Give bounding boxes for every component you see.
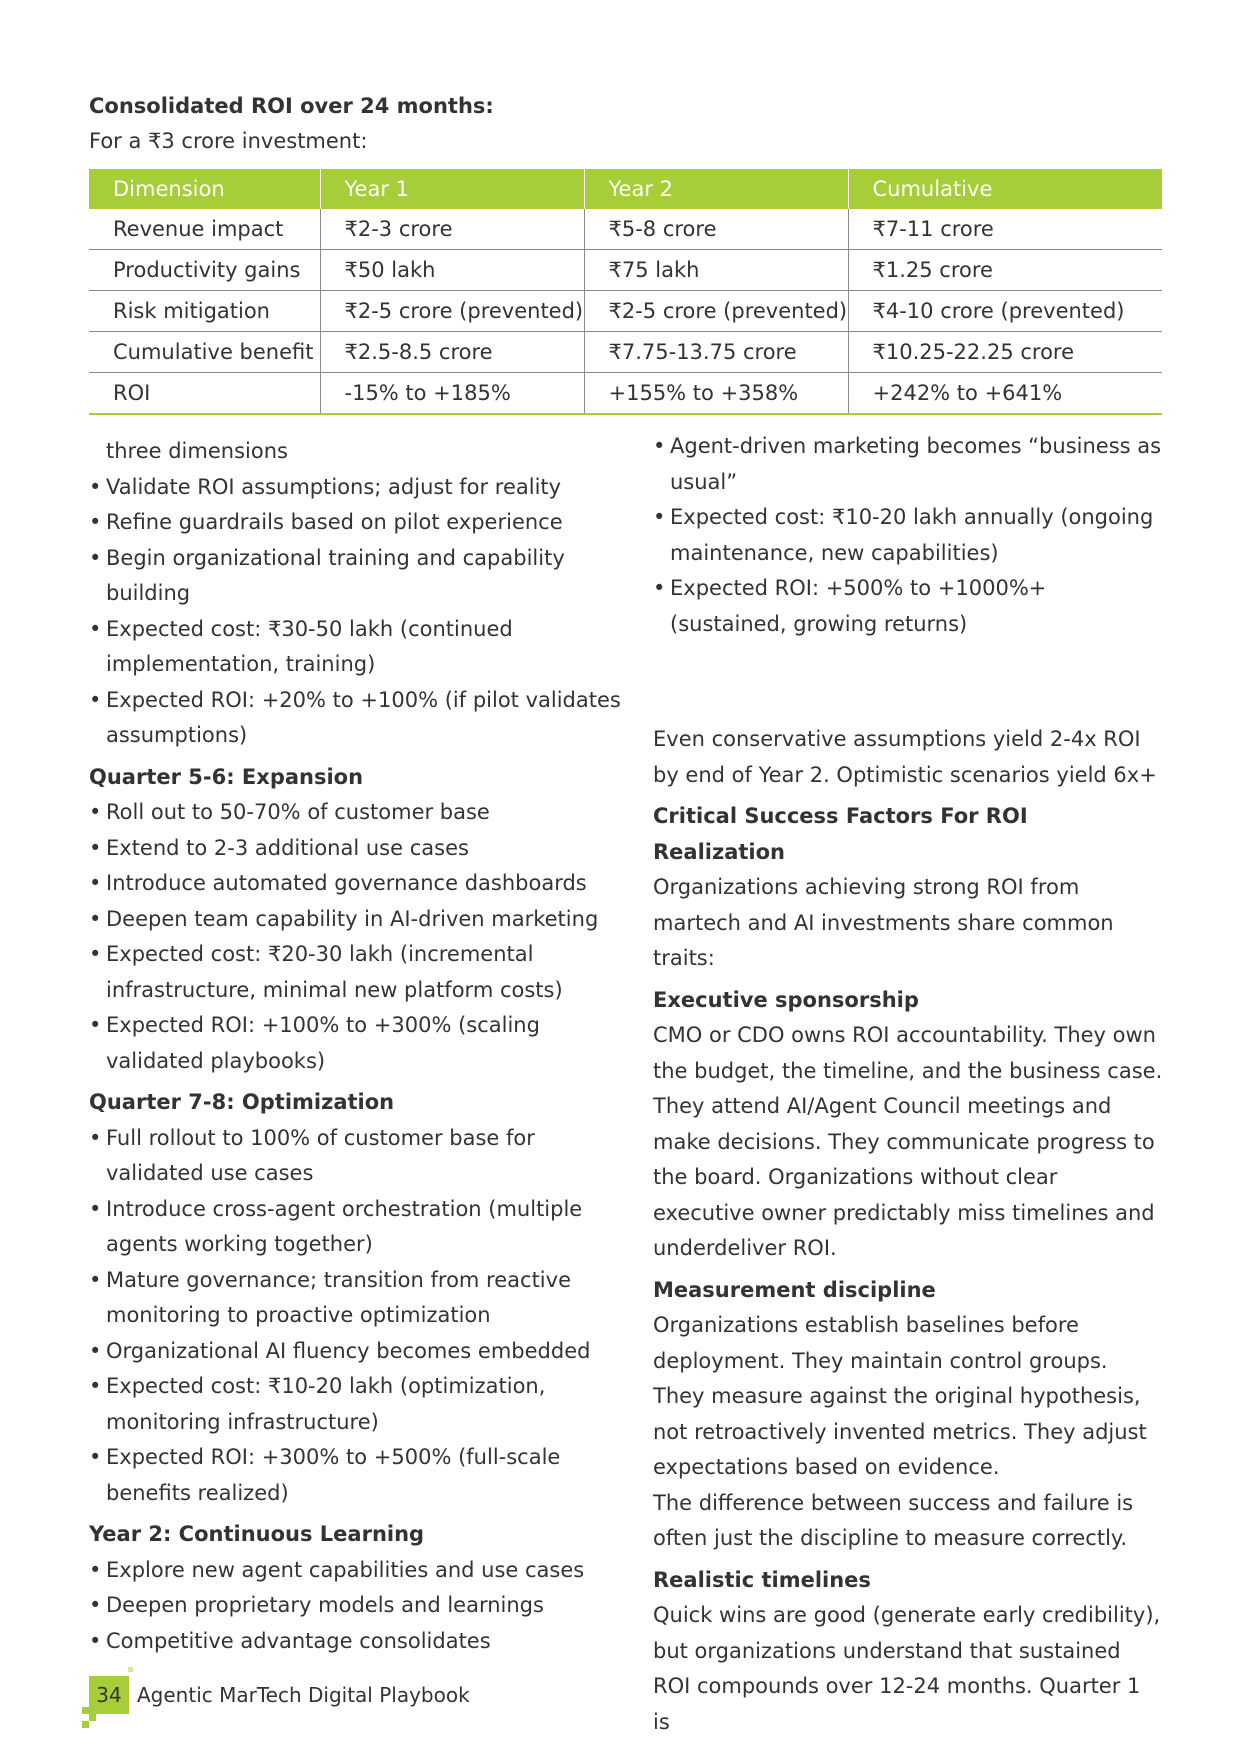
quarter-7-8-list [89, 1121, 629, 1512]
list-item: • Validate ROI assumptions; adjust for reality [89, 474, 562, 499]
table-cell: +242% to +641% [848, 373, 1162, 415]
realistic-timelines-heading: Realistic timelines [653, 1567, 871, 1592]
page-footer [89, 1676, 470, 1714]
quarter-5-6-list [89, 795, 629, 1079]
list-item: • Deepen proprietary models and learnings [89, 1593, 544, 1617]
quarter-3-4-list [89, 470, 629, 754]
list-item: • Expected cost: ₹10-20 lakh annually (ongoing maintenance, new capabilities) [653, 505, 1154, 565]
decorative-square [89, 1714, 96, 1721]
quarter-5-6-heading: Quarter 5-6: Expansion [89, 764, 364, 789]
section-subheading: For a ₹3 crore investment: [89, 129, 368, 153]
section-heading: Consolidated ROI over 24 months: [89, 94, 494, 118]
table-header-row [89, 169, 1162, 209]
left-column [89, 434, 629, 1659]
list-item: • Begin organizational training and capability building [89, 545, 565, 605]
table-cell: ₹2.5-8.5 crore [320, 332, 584, 373]
measurement-discipline-text: They measure against the original hypothesis, not retroactively invented metrics. They adjust expectations based on evidence. [653, 1384, 1147, 1479]
table-cell: ₹2-5 crore (prevented) [584, 291, 848, 332]
list-item: • Extend to 2-3 additional use cases [89, 835, 469, 860]
measurement-discipline-text: The difference between success and failure is often just the discipline to measure correctly. [653, 1490, 1134, 1550]
table-cell: ₹7-11 crore [848, 209, 1162, 250]
list-item: • Introduce automated governance dashboards [89, 871, 587, 895]
table-cell: Productivity gains [89, 250, 320, 291]
list-item: • Expected cost: ₹30-50 lakh (continued implementation, training) [89, 616, 513, 676]
list-item: • Expected ROI: +20% to +100% (if pilot validates assumptions) [89, 687, 621, 747]
list-item: • Expected ROI: +100% to +300% (scaling validated playbooks) [89, 1013, 540, 1073]
roi-table [89, 169, 1162, 415]
table-cell: ₹2-3 crore [320, 209, 584, 250]
table-cell: ROI [89, 373, 320, 415]
table-cell: Cumulative benefit [89, 332, 320, 373]
list-item: • Competitive advantage consolidates [89, 1628, 491, 1653]
table-cell: ₹10.25-22.25 crore [848, 332, 1162, 373]
table-row [89, 332, 1162, 373]
executive-sponsorship-heading: Executive sponsorship [653, 987, 919, 1012]
roi-summary: Even conservative assumptions yield 2-4x ROI by end of Year 2. Optimistic scenarios yield 6x+ [653, 727, 1157, 787]
list-item: • Expected ROI: +500% to +1000%+ (sustained, growing returns) [653, 576, 1047, 636]
list-item: • Full rollout to 100% of customer base for validated use cases [89, 1125, 535, 1185]
right-column [653, 429, 1163, 1740]
measurement-discipline-text: Organizations establish baselines before deployment. They maintain control groups. [653, 1313, 1108, 1373]
list-item: • Mature governance; transition from reactive monitoring to proactive optimization [89, 1267, 571, 1327]
measurement-discipline-heading: Measurement discipline [653, 1277, 936, 1302]
critical-success-factors-intro: Organizations achieving strong ROI from martech and AI investments share common traits: [653, 875, 1114, 970]
decorative-square [82, 1721, 89, 1728]
table-cell: -15% to +185% [320, 373, 584, 415]
footer-title: Agentic MarTech Digital Playbook [137, 1683, 470, 1707]
year-2-list [89, 1553, 629, 1660]
table-cell: ₹7.75-13.75 crore [584, 332, 848, 373]
year-2-continued-list [653, 429, 1163, 642]
list-item: • Agent-driven marketing becomes “business as usual” [653, 434, 1162, 494]
quarter-7-8-heading: Quarter 7-8: Optimization [89, 1090, 395, 1114]
executive-sponsorship-text: CMO or CDO owns ROI accountability. They own the budget, the timeline, and the business case. They attend AI/Agent Council meetings and make decisions. They communicate progress to the board. Organizations without clear executive owner predictably miss timelines and underdeliver ROI. [653, 1023, 1163, 1260]
list-item: • Roll out to 50-70% of customer base [89, 800, 490, 824]
continued-text: three dimensions [106, 439, 288, 463]
list-item: • Introduce cross-agent orchestration (multiple agents working together) [89, 1196, 583, 1256]
list-item: • Expected cost: ₹20-30 lakh (incremental infrastructure, minimal new platform costs) [89, 942, 563, 1002]
table-cell: ₹1.25 crore [848, 250, 1162, 291]
list-item: • Expected ROI: +300% to +500% (full-scale benefits realized) [89, 1445, 561, 1505]
list-item: • Expected cost: ₹10-20 lakh (optimization, monitoring infrastructure) [89, 1374, 546, 1434]
table-row [89, 209, 1162, 250]
table-cell: ₹75 lakh [584, 250, 848, 291]
column-header: Dimension [89, 169, 320, 209]
column-header: Year 2 [584, 169, 848, 209]
table-cell: ₹50 lakh [320, 250, 584, 291]
decorative-square [128, 1667, 133, 1672]
list-item: • Deepen team capability in AI-driven marketing [89, 906, 599, 931]
list-item: • Refine guardrails based on pilot experience [89, 510, 563, 534]
year-2-heading: Year 2: Continuous Learning [89, 1522, 425, 1546]
table-row [89, 291, 1162, 332]
realistic-timelines-text: Quick wins are good (generate early credibility), but organizations understand that sustained ROI compounds over 12-24 months. Quarter 1 is [653, 1603, 1161, 1734]
list-item: • Explore new agent capabilities and use cases [89, 1557, 585, 1582]
table-cell: Revenue impact [89, 209, 320, 250]
list-item: • Organizational AI fluency becomes embedded [89, 1338, 591, 1363]
table-row [89, 373, 1162, 415]
column-header: Year 1 [320, 169, 584, 209]
decorative-square [82, 1707, 89, 1714]
table-cell: ₹4-10 crore (prevented) [848, 291, 1162, 332]
table-cell: ₹2-5 crore (prevented) [320, 291, 584, 332]
table-cell: ₹5-8 crore [584, 209, 848, 250]
page-number: 34 [89, 1676, 129, 1714]
table-row [89, 250, 1162, 291]
table-cell: +155% to +358% [584, 373, 848, 415]
table-cell: Risk mitigation [89, 291, 320, 332]
column-header: Cumulative [848, 169, 1162, 209]
critical-success-factors-heading: Critical Success Factors For ROI Realization [653, 804, 1028, 864]
